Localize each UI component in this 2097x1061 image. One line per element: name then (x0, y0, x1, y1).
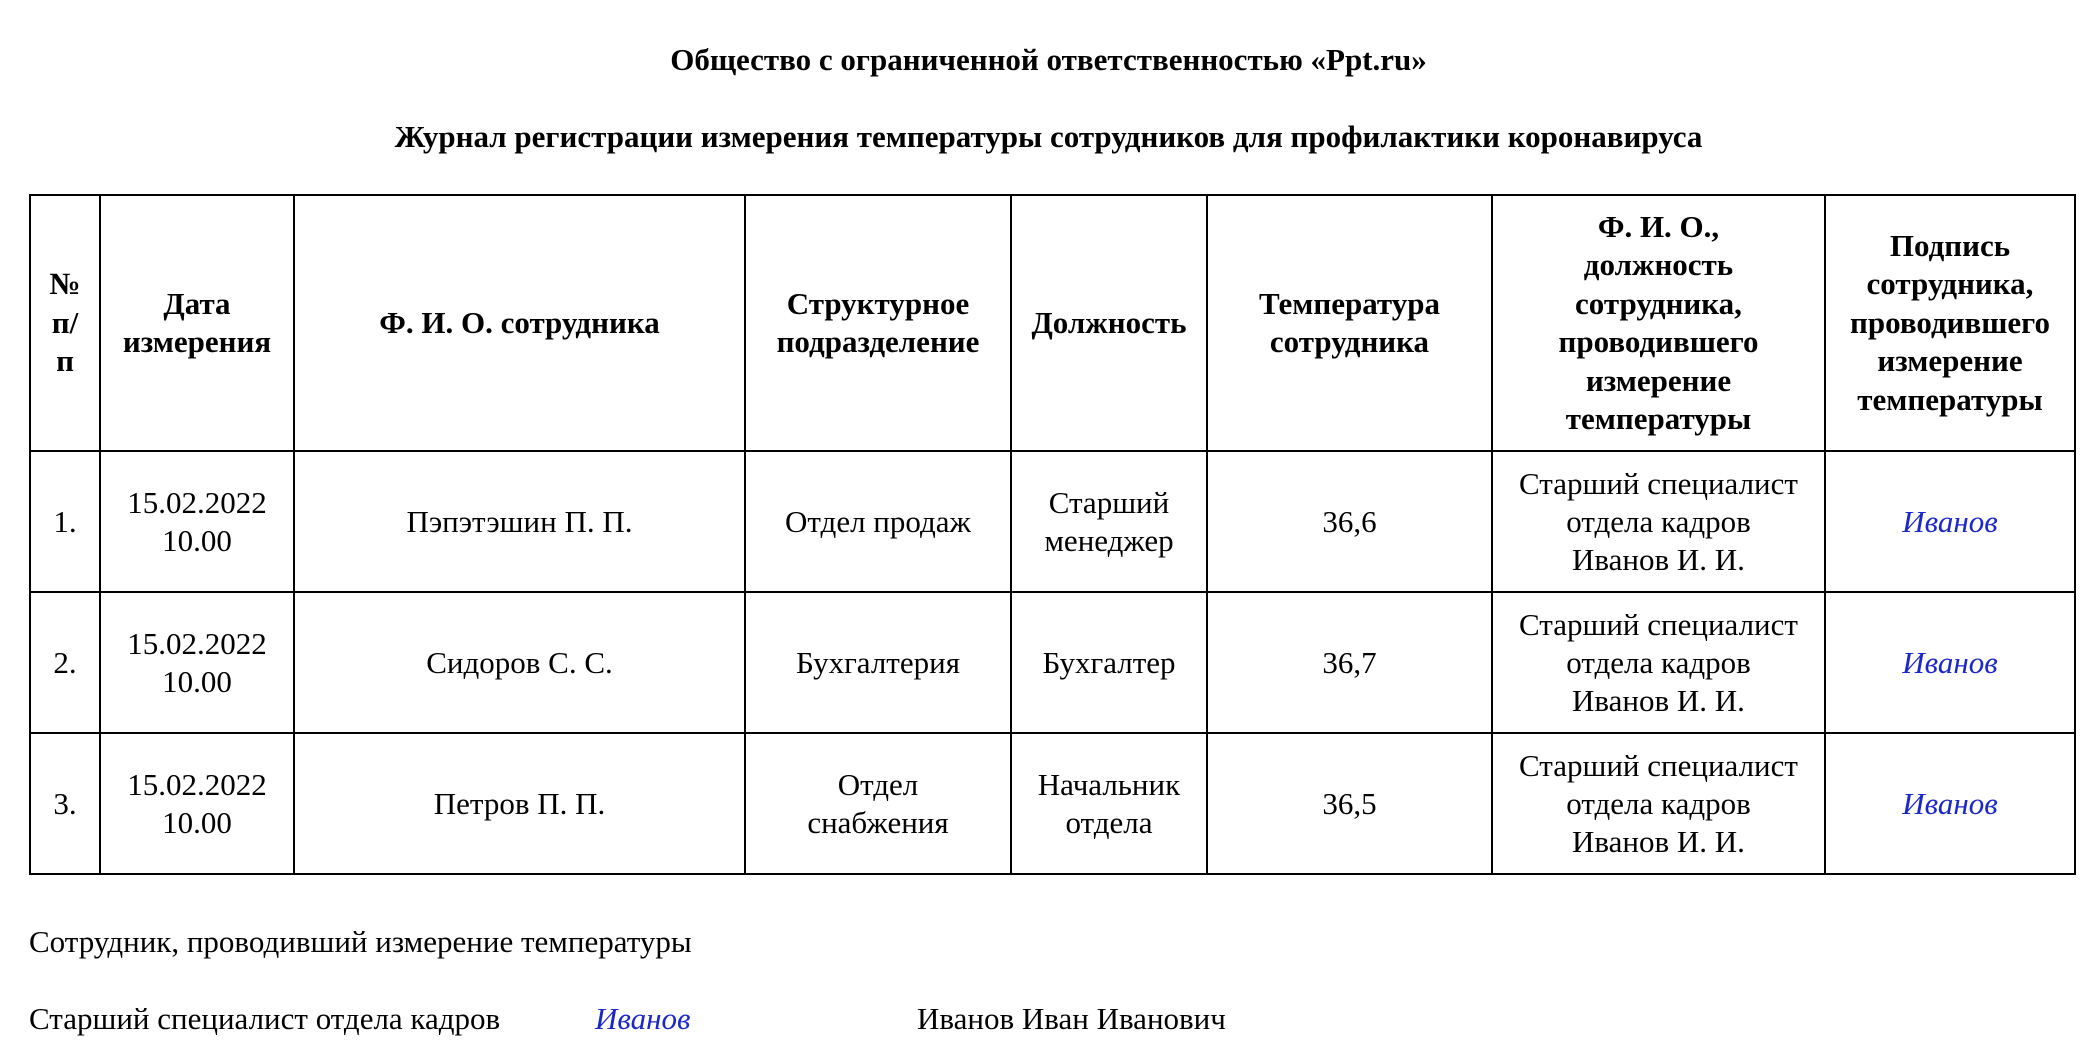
journal-title: Журнал регистрации измерения температуры сотрудников для профилактики коронавируса (394, 119, 1703, 154)
time-value: 10.00 (162, 663, 232, 699)
date-value: 15.02.2022 (127, 484, 267, 520)
footer-signature-line (29, 999, 2069, 1039)
cell-department: Отдел продаж (745, 451, 1011, 592)
signature-text: Иванов (1902, 785, 1998, 821)
cell-temperature: 36,6 (1207, 451, 1492, 592)
measurer-name: Иванов И. И. (1572, 682, 1745, 718)
column-header-department: Структурное подразделение (745, 195, 1011, 451)
cell-employee-name: Сидоров С. С. (294, 592, 745, 733)
footer-full-name: Иванов Иван Иванович (917, 1001, 1226, 1036)
table-row (30, 733, 2075, 874)
column-header-signature: Подпись сотрудника, проводившего измерение температуры (1825, 195, 2075, 451)
measurer-position: Старший специалист отдела кадров (1519, 747, 1798, 821)
cell-employee-name: Пэпэтэшин П. П. (294, 451, 745, 592)
cell-employee-name: Петров П. П. (294, 733, 745, 874)
cell-signature (1825, 451, 2075, 592)
signature-text: Иванов (1902, 644, 1998, 680)
measurer-position: Старший специалист отдела кадров (1519, 465, 1798, 539)
table-header-row (30, 195, 2075, 451)
column-header-position: Должность (1011, 195, 1207, 451)
column-header-temperature: Температура сотрудника (1207, 195, 1492, 451)
cell-number: 3. (30, 733, 100, 874)
cell-department: Бухгалтерия (745, 592, 1011, 733)
cell-signature (1825, 592, 2075, 733)
table-row (30, 451, 2075, 592)
cell-measurer (1492, 592, 1825, 733)
cell-date (100, 451, 294, 592)
cell-department: Отдел снабжения (745, 733, 1011, 874)
footer-signature: Иванов (595, 1001, 691, 1036)
cell-date (100, 733, 294, 874)
time-value: 10.00 (162, 804, 232, 840)
cell-signature (1825, 733, 2075, 874)
signature-text: Иванов (1902, 503, 1998, 539)
column-header-number: № п/п (30, 195, 100, 451)
cell-number: 2. (30, 592, 100, 733)
column-header-measurer: Ф. И. О., должность сотрудника, проводившего измерение температуры (1492, 195, 1825, 451)
temperature-journal-table (29, 194, 2076, 875)
time-value: 10.00 (162, 522, 232, 558)
organization-title: Общество с ограниченной ответственностью «Ppt.ru» (670, 42, 1427, 77)
cell-measurer (1492, 451, 1825, 592)
footer-position: Старший специалист отдела кадров (29, 1001, 501, 1036)
cell-temperature: 36,7 (1207, 592, 1492, 733)
cell-position: Бухгалтер (1011, 592, 1207, 733)
date-value: 15.02.2022 (127, 625, 267, 661)
table-row (30, 592, 2075, 733)
date-value: 15.02.2022 (127, 766, 267, 802)
cell-measurer (1492, 733, 1825, 874)
cell-number: 1. (30, 451, 100, 592)
measurer-position: Старший специалист отдела кадров (1519, 606, 1798, 680)
measurer-name: Иванов И. И. (1572, 541, 1745, 577)
cell-position: Старший менеджер (1011, 451, 1207, 592)
column-header-date: Дата измерения (100, 195, 294, 451)
cell-position: Начальник отдела (1011, 733, 1207, 874)
cell-date (100, 592, 294, 733)
cell-temperature: 36,5 (1207, 733, 1492, 874)
footer-caption: Сотрудник, проводивший измерение температуры (29, 924, 692, 959)
measurer-name: Иванов И. И. (1572, 823, 1745, 859)
column-header-employee-name: Ф. И. О. сотрудника (294, 195, 745, 451)
